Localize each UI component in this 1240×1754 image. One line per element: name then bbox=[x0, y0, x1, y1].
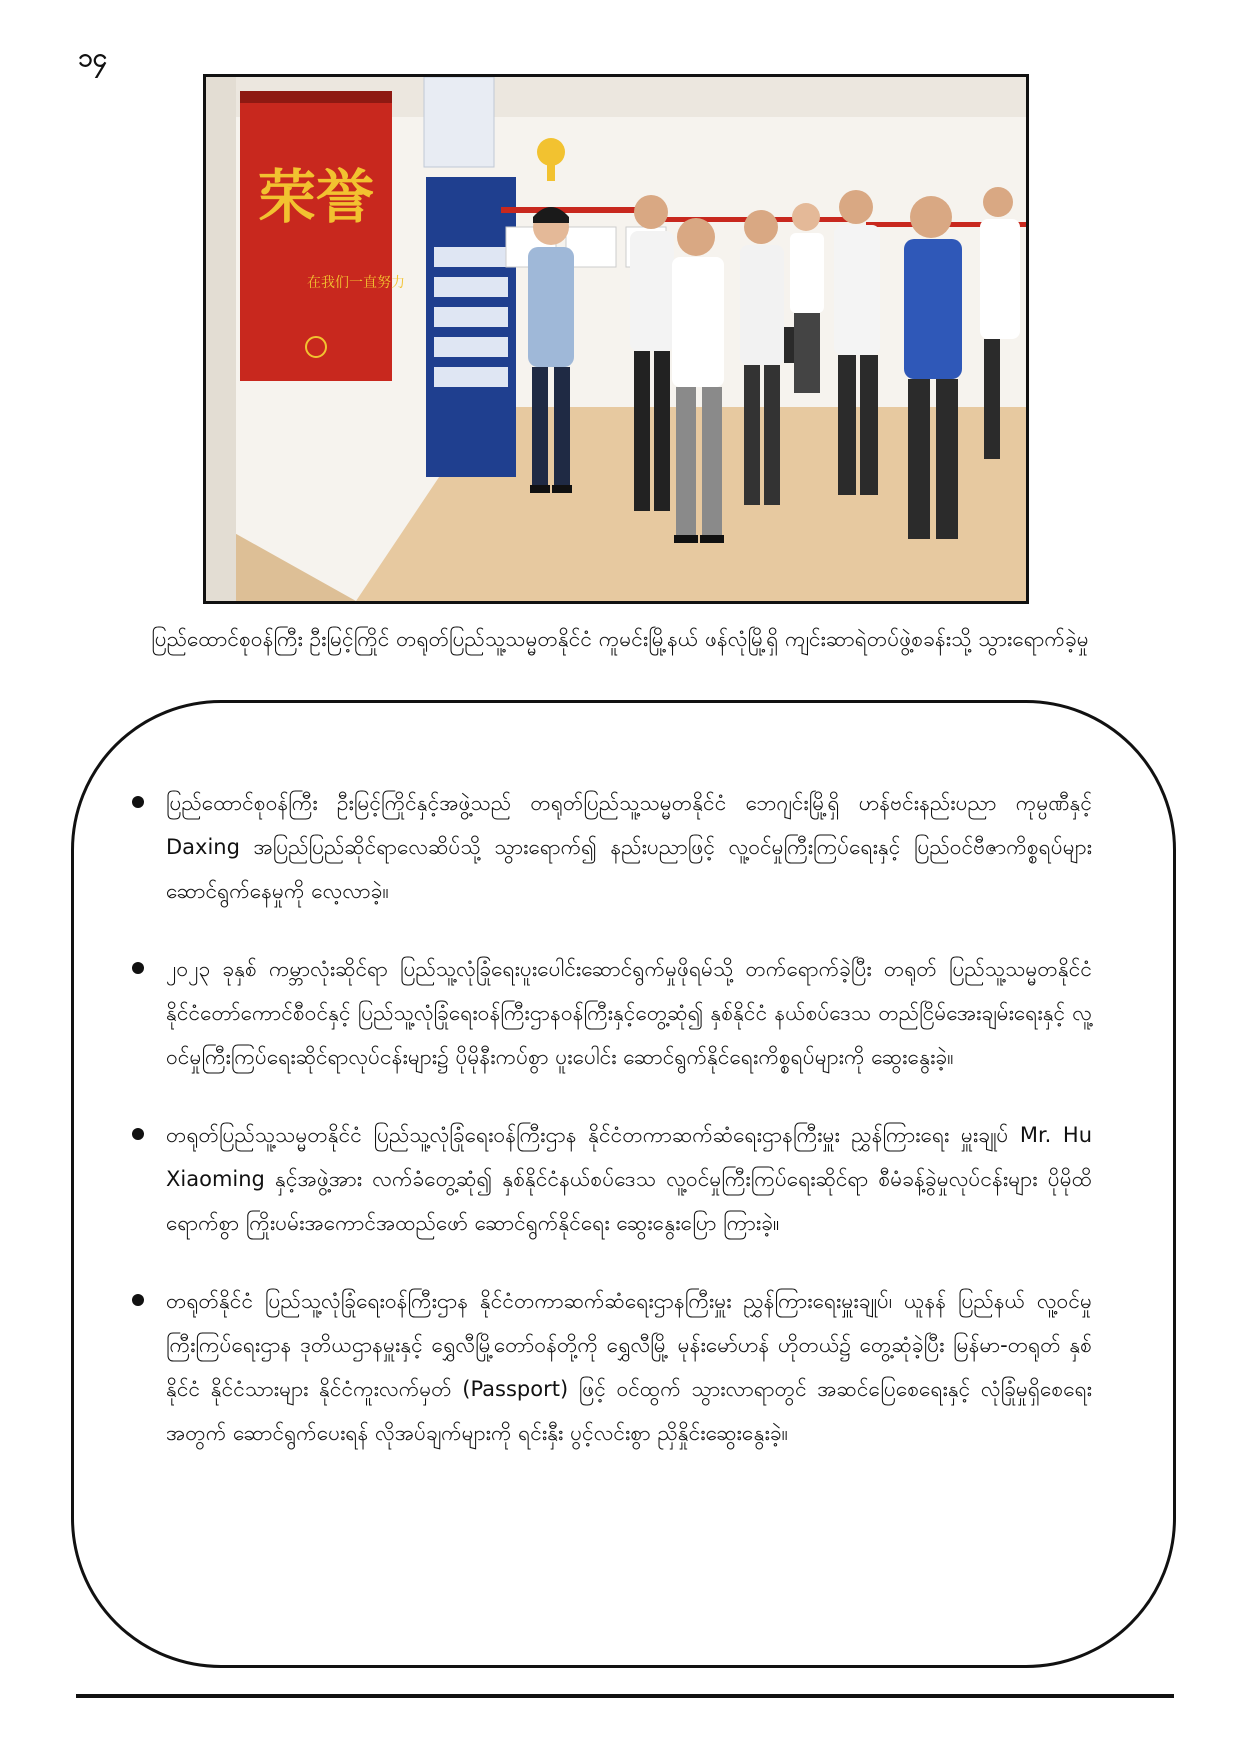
bullet-text: တရုတ်ပြည်သူ့သမ္မတနိုင်ငံ ပြည်သူ့လုံခြုံရေးဝန်ကြီးဌာန နိုင်ငံတကာဆက်ဆံရေးဌာနကြီးမှူး ညွှန်ကြားရေး မှူးချုပ် Mr. Hu Xiaoming နှင့်အဖွဲ့အား လက်ခံတွေ့ဆုံ၍ နှစ်နိုင်ငံနယ်စပ်ဒေသ လူ့ဝင်မှုကြီးကြပ်ရေးဆိုင်ရာ စီမံခန့်ခွဲမှုလုပ်ငန်းများ ပိုမိုထိရောက်စွာ ကြိုးပမ်းအကောင်အထည်ဖော် ဆောင်ရွက်နိုင်ရေး ဆွေးနွေးပြော ကြားခဲ့။ bbox=[166, 1123, 1092, 1235]
red-banner-top bbox=[240, 91, 392, 103]
bullet-item-1 bbox=[132, 781, 1092, 913]
photo-caption: ပြည်ထောင်စုဝန်ကြီး ဦးမြင့်ကြိုင် တရုတ်ပြည်သူ့သမ္မတနိုင်ငံ ကူမင်းမြို့နယ် ဖန်လုံမြို့ရှိ ကျင်းဆာရဲတပ်ဖွဲ့စခန်းသို့ သွားရောက်ခဲ့မှု bbox=[151, 627, 1089, 651]
bottom-rule bbox=[76, 1694, 1174, 1698]
bullet-dot-icon bbox=[132, 962, 144, 974]
wall-strip-1 bbox=[501, 207, 651, 213]
bullet-dot-icon bbox=[132, 1294, 144, 1306]
bullet-item-2 bbox=[132, 947, 1092, 1079]
blue-board-panel-2 bbox=[434, 277, 508, 297]
bullet-dot-icon bbox=[132, 796, 144, 808]
banner-slogan: 在我们一直努力 bbox=[307, 275, 405, 291]
bullet-dot-icon bbox=[132, 1128, 144, 1140]
blue-board-panel-3 bbox=[434, 307, 508, 327]
trophy-icon bbox=[537, 138, 565, 166]
left-wall-edge bbox=[206, 77, 236, 601]
blue-board-panel-4 bbox=[434, 337, 508, 357]
blue-board-panel-5 bbox=[434, 367, 508, 387]
blue-board-panel-1 bbox=[434, 247, 508, 267]
bullet-text: ၂၀၂၃ ခုနှစ် ကမ္ဘာလုံးဆိုင်ရာ ပြည်သူ့လုံခြုံရေးပူးပေါင်းဆောင်ရွက်မှုဖိုရမ်သို့ တက်ရောက်ခဲ့ပြီး တရုတ် ပြည်သူ့သမ္မတနိုင်ငံ နိုင်ငံတော်ကောင်စီဝင်နှင့် ပြည်သူ့လုံခြုံရေးဝန်ကြီးဌာနဝန်ကြီးနှင့်တွေ့ဆုံ၍ နှစ်နိုင်ငံ နယ်စပ်ဒေသ တည်ငြိမ်အေးချမ်းရေးနှင့် လူ့ဝင်မှုကြီးကြပ်ရေးဆိုင်ရာလုပ်ငန်းများ၌ ပိုမိုနီးကပ်စွာ ပူးပေါင်း ဆောင်ရွက်နိုင်ရေးကိစ္စရပ်များကို ဆွေးနွေးခဲ့။ bbox=[166, 957, 1092, 1069]
photo-illustration bbox=[206, 77, 1026, 601]
trophy-stem bbox=[547, 165, 555, 181]
photo bbox=[203, 74, 1029, 604]
upper-board bbox=[424, 77, 494, 167]
bullet-text: ပြည်ထောင်စုဝန်ကြီး ဦးမြင့်ကြိုင်နှင့်အဖွဲ့သည် တရုတ်ပြည်သူ့သမ္မတနိုင်ငံ ဘေဂျင်းမြို့ရှိ ဟန်ဗင်းနည်းပညာ ကုမ္ပဏီနှင့် Daxing အပြည်ပြည်ဆိုင်ရာလေဆိပ်သို့ သွားရောက်၍ နည်းပညာဖြင့် လူ့ဝင်မှုကြီးကြပ်ရေးနှင့် ပြည်ဝင်ဗီဇာကိစ္စရပ်များ ဆောင်ရွက်နေမှုကို လေ့လာခဲ့။ bbox=[166, 791, 1092, 903]
page-number: ၁၄ bbox=[78, 43, 108, 73]
bullet-text: တရုတ်နိုင်ငံ ပြည်သူ့လုံခြုံရေးဝန်ကြီးဌာန နိုင်ငံတကာဆက်ဆံရေးဌာနကြီးမှူး ညွှန်ကြားရေးမှူးချုပ်၊ ယူနန် ပြည်နယ် လူ့ဝင်မှုကြီးကြပ်ရေးဌာန ဒုတိယဌာနမှူးနှင့် ရွှေလီမြို့တော်ဝန်တို့ကို ရွှေလီမြို့ မုန်းမော်ဟန် ဟိုတယ်၌ တွေ့ဆုံခဲ့ပြီး မြန်မာ-တရုတ် နှစ်နိုင်ငံ နိုင်ငံသားများ နိုင်ငံကူးလက်မှတ် (Passport) ဖြင့် ဝင်ထွက် သွားလာရာတွင် အဆင်ပြေစေရေးနှင့် လုံခြုံမှုရှိစေရေးအတွက် ဆောင်ရွက်ပေးရန် လိုအပ်ချက်များကို ရင်းနှီး ပွင့်လင်းစွာ ညှိနှိုင်းဆွေးနွေးခဲ့။ bbox=[166, 1289, 1092, 1445]
bullet-list bbox=[132, 781, 1092, 1489]
bullet-item-3 bbox=[132, 1113, 1092, 1245]
banner-title: 荣誉 bbox=[257, 163, 375, 231]
summary-box bbox=[71, 700, 1176, 1668]
bullet-item-4 bbox=[132, 1279, 1092, 1455]
